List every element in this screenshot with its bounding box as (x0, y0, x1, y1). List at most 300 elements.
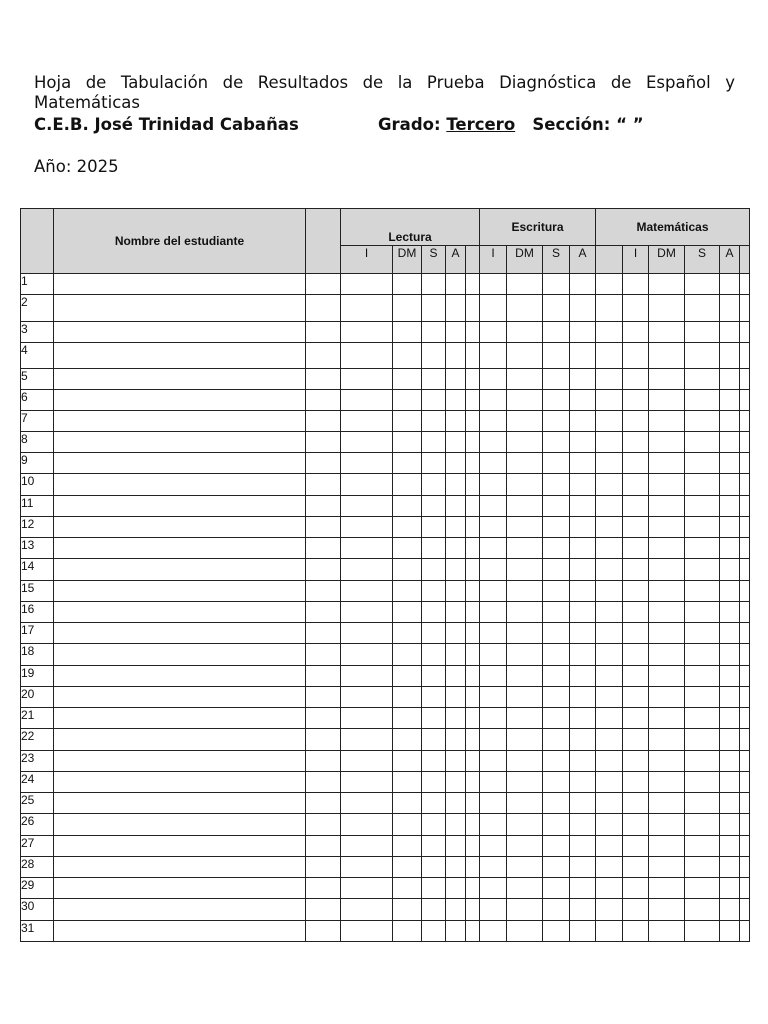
score-cell[interactable] (393, 666, 422, 687)
score-cell[interactable] (596, 708, 623, 729)
score-cell[interactable] (596, 369, 623, 390)
score-cell[interactable] (422, 921, 446, 942)
score-cell[interactable] (466, 343, 480, 369)
score-cell[interactable] (480, 517, 507, 538)
score-cell[interactable] (623, 559, 649, 581)
score-cell[interactable] (507, 899, 543, 921)
score-cell[interactable] (446, 496, 466, 517)
score-cell[interactable] (466, 644, 480, 666)
score-cell[interactable] (740, 538, 750, 559)
score-cell[interactable] (480, 708, 507, 729)
score-cell[interactable] (422, 708, 446, 729)
score-cell[interactable] (623, 343, 649, 369)
score-cell[interactable] (623, 390, 649, 411)
score-cell[interactable] (649, 274, 685, 295)
score-cell[interactable] (480, 559, 507, 581)
score-cell[interactable] (740, 602, 750, 623)
score-cell[interactable] (341, 496, 393, 517)
score-cell[interactable] (480, 857, 507, 878)
score-cell[interactable] (623, 602, 649, 623)
score-cell[interactable] (570, 343, 596, 369)
score-cell[interactable] (543, 878, 570, 899)
score-cell[interactable] (446, 538, 466, 559)
score-cell[interactable] (623, 411, 649, 432)
score-cell[interactable] (480, 581, 507, 602)
score-cell[interactable] (685, 857, 720, 878)
score-cell[interactable] (685, 390, 720, 411)
score-cell[interactable] (649, 708, 685, 729)
score-cell[interactable] (466, 432, 480, 453)
score-cell[interactable] (480, 729, 507, 751)
score-cell[interactable] (570, 474, 596, 496)
score-cell[interactable] (623, 274, 649, 295)
score-cell[interactable] (466, 369, 480, 390)
student-name-cell[interactable] (54, 793, 306, 814)
score-cell[interactable] (507, 581, 543, 602)
score-cell[interactable] (685, 708, 720, 729)
score-cell[interactable] (543, 921, 570, 942)
score-cell[interactable] (740, 369, 750, 390)
score-cell[interactable] (570, 322, 596, 343)
score-cell[interactable] (740, 899, 750, 921)
score-cell[interactable] (596, 921, 623, 942)
score-cell[interactable] (480, 836, 507, 857)
score-cell[interactable] (570, 814, 596, 836)
score-cell[interactable] (446, 559, 466, 581)
score-cell[interactable] (720, 517, 740, 538)
score-cell[interactable] (543, 474, 570, 496)
score-cell[interactable] (596, 322, 623, 343)
score-cell[interactable] (466, 411, 480, 432)
score-cell[interactable] (466, 496, 480, 517)
score-cell[interactable] (446, 708, 466, 729)
score-cell[interactable] (685, 453, 720, 474)
score-cell[interactable] (422, 369, 446, 390)
score-cell[interactable] (740, 496, 750, 517)
score-cell[interactable] (393, 814, 422, 836)
student-name-cell[interactable] (54, 857, 306, 878)
score-cell[interactable] (341, 623, 393, 644)
score-cell[interactable] (623, 793, 649, 814)
score-cell[interactable] (570, 602, 596, 623)
score-cell[interactable] (306, 322, 341, 343)
score-cell[interactable] (393, 322, 422, 343)
score-cell[interactable] (543, 623, 570, 644)
score-cell[interactable] (543, 390, 570, 411)
score-cell[interactable] (740, 836, 750, 857)
score-cell[interactable] (393, 517, 422, 538)
score-cell[interactable] (480, 602, 507, 623)
score-cell[interactable] (685, 295, 720, 322)
score-cell[interactable] (543, 772, 570, 793)
score-cell[interactable] (306, 836, 341, 857)
score-cell[interactable] (341, 295, 393, 322)
score-cell[interactable] (720, 708, 740, 729)
score-cell[interactable] (596, 644, 623, 666)
score-cell[interactable] (720, 666, 740, 687)
score-cell[interactable] (446, 343, 466, 369)
student-name-cell[interactable] (54, 581, 306, 602)
score-cell[interactable] (466, 921, 480, 942)
score-cell[interactable] (720, 729, 740, 751)
student-name-cell[interactable] (54, 432, 306, 453)
score-cell[interactable] (306, 474, 341, 496)
score-cell[interactable] (341, 390, 393, 411)
score-cell[interactable] (596, 814, 623, 836)
score-cell[interactable] (720, 602, 740, 623)
student-name-cell[interactable] (54, 274, 306, 295)
score-cell[interactable] (720, 687, 740, 708)
score-cell[interactable] (466, 793, 480, 814)
score-cell[interactable] (466, 295, 480, 322)
score-cell[interactable] (446, 295, 466, 322)
score-cell[interactable] (570, 836, 596, 857)
score-cell[interactable] (720, 432, 740, 453)
score-cell[interactable] (623, 878, 649, 899)
score-cell[interactable] (466, 878, 480, 899)
score-cell[interactable] (466, 581, 480, 602)
score-cell[interactable] (543, 814, 570, 836)
score-cell[interactable] (393, 857, 422, 878)
score-cell[interactable] (306, 921, 341, 942)
score-cell[interactable] (685, 666, 720, 687)
score-cell[interactable] (720, 369, 740, 390)
score-cell[interactable] (341, 687, 393, 708)
score-cell[interactable] (306, 453, 341, 474)
student-name-cell[interactable] (54, 836, 306, 857)
score-cell[interactable] (740, 729, 750, 751)
score-cell[interactable] (623, 921, 649, 942)
score-cell[interactable] (623, 432, 649, 453)
score-cell[interactable] (649, 538, 685, 559)
score-cell[interactable] (393, 836, 422, 857)
score-cell[interactable] (649, 814, 685, 836)
score-cell[interactable] (649, 411, 685, 432)
score-cell[interactable] (446, 729, 466, 751)
student-name-cell[interactable] (54, 474, 306, 496)
score-cell[interactable] (685, 921, 720, 942)
score-cell[interactable] (685, 369, 720, 390)
score-cell[interactable] (393, 559, 422, 581)
score-cell[interactable] (649, 369, 685, 390)
score-cell[interactable] (306, 432, 341, 453)
score-cell[interactable] (570, 453, 596, 474)
score-cell[interactable] (480, 369, 507, 390)
score-cell[interactable] (393, 772, 422, 793)
score-cell[interactable] (649, 687, 685, 708)
score-cell[interactable] (341, 772, 393, 793)
score-cell[interactable] (649, 644, 685, 666)
score-cell[interactable] (341, 538, 393, 559)
score-cell[interactable] (649, 295, 685, 322)
score-cell[interactable] (422, 538, 446, 559)
score-cell[interactable] (649, 432, 685, 453)
score-cell[interactable] (543, 274, 570, 295)
score-cell[interactable] (393, 793, 422, 814)
score-cell[interactable] (480, 496, 507, 517)
score-cell[interactable] (720, 899, 740, 921)
student-name-cell[interactable] (54, 772, 306, 793)
score-cell[interactable] (341, 581, 393, 602)
score-cell[interactable] (393, 921, 422, 942)
score-cell[interactable] (422, 793, 446, 814)
score-cell[interactable] (623, 708, 649, 729)
score-cell[interactable] (466, 390, 480, 411)
score-cell[interactable] (740, 708, 750, 729)
score-cell[interactable] (341, 517, 393, 538)
score-cell[interactable] (466, 687, 480, 708)
score-cell[interactable] (543, 322, 570, 343)
score-cell[interactable] (685, 474, 720, 496)
score-cell[interactable] (596, 453, 623, 474)
score-cell[interactable] (740, 772, 750, 793)
score-cell[interactable] (570, 772, 596, 793)
score-cell[interactable] (446, 921, 466, 942)
score-cell[interactable] (596, 474, 623, 496)
student-name-cell[interactable] (54, 921, 306, 942)
score-cell[interactable] (720, 538, 740, 559)
score-cell[interactable] (720, 814, 740, 836)
score-cell[interactable] (306, 559, 341, 581)
score-cell[interactable] (507, 411, 543, 432)
score-cell[interactable] (649, 899, 685, 921)
student-name-cell[interactable] (54, 708, 306, 729)
score-cell[interactable] (623, 581, 649, 602)
score-cell[interactable] (341, 453, 393, 474)
score-cell[interactable] (649, 921, 685, 942)
score-cell[interactable] (570, 878, 596, 899)
score-cell[interactable] (393, 751, 422, 772)
score-cell[interactable] (446, 666, 466, 687)
score-cell[interactable] (685, 878, 720, 899)
score-cell[interactable] (570, 666, 596, 687)
score-cell[interactable] (507, 343, 543, 369)
score-cell[interactable] (306, 390, 341, 411)
student-name-cell[interactable] (54, 295, 306, 322)
score-cell[interactable] (720, 411, 740, 432)
score-cell[interactable] (341, 369, 393, 390)
score-cell[interactable] (596, 687, 623, 708)
score-cell[interactable] (570, 751, 596, 772)
score-cell[interactable] (649, 602, 685, 623)
score-cell[interactable] (341, 708, 393, 729)
score-cell[interactable] (393, 295, 422, 322)
score-cell[interactable] (543, 411, 570, 432)
score-cell[interactable] (466, 666, 480, 687)
score-cell[interactable] (422, 474, 446, 496)
score-cell[interactable] (507, 453, 543, 474)
score-cell[interactable] (422, 453, 446, 474)
score-cell[interactable] (507, 687, 543, 708)
score-cell[interactable] (466, 517, 480, 538)
score-cell[interactable] (740, 814, 750, 836)
score-cell[interactable] (466, 814, 480, 836)
score-cell[interactable] (570, 496, 596, 517)
score-cell[interactable] (570, 644, 596, 666)
score-cell[interactable] (623, 644, 649, 666)
score-cell[interactable] (422, 687, 446, 708)
score-cell[interactable] (649, 857, 685, 878)
score-cell[interactable] (466, 836, 480, 857)
score-cell[interactable] (480, 623, 507, 644)
score-cell[interactable] (740, 793, 750, 814)
score-cell[interactable] (507, 295, 543, 322)
score-cell[interactable] (623, 666, 649, 687)
score-cell[interactable] (649, 453, 685, 474)
score-cell[interactable] (649, 390, 685, 411)
score-cell[interactable] (306, 729, 341, 751)
score-cell[interactable] (740, 517, 750, 538)
score-cell[interactable] (685, 559, 720, 581)
score-cell[interactable] (341, 666, 393, 687)
score-cell[interactable] (720, 581, 740, 602)
score-cell[interactable] (596, 295, 623, 322)
score-cell[interactable] (543, 836, 570, 857)
score-cell[interactable] (623, 814, 649, 836)
score-cell[interactable] (623, 517, 649, 538)
score-cell[interactable] (422, 751, 446, 772)
score-cell[interactable] (422, 899, 446, 921)
score-cell[interactable] (446, 602, 466, 623)
score-cell[interactable] (649, 496, 685, 517)
score-cell[interactable] (740, 343, 750, 369)
score-cell[interactable] (570, 581, 596, 602)
score-cell[interactable] (422, 772, 446, 793)
score-cell[interactable] (480, 474, 507, 496)
score-cell[interactable] (393, 538, 422, 559)
score-cell[interactable] (720, 878, 740, 899)
score-cell[interactable] (306, 517, 341, 538)
score-cell[interactable] (480, 687, 507, 708)
score-cell[interactable] (543, 751, 570, 772)
score-cell[interactable] (341, 322, 393, 343)
score-cell[interactable] (543, 729, 570, 751)
score-cell[interactable] (740, 687, 750, 708)
score-cell[interactable] (480, 921, 507, 942)
score-cell[interactable] (623, 857, 649, 878)
score-cell[interactable] (480, 274, 507, 295)
score-cell[interactable] (446, 517, 466, 538)
score-cell[interactable] (446, 369, 466, 390)
student-name-cell[interactable] (54, 322, 306, 343)
score-cell[interactable] (393, 432, 422, 453)
score-cell[interactable] (480, 453, 507, 474)
score-cell[interactable] (543, 559, 570, 581)
score-cell[interactable] (543, 496, 570, 517)
score-cell[interactable] (422, 836, 446, 857)
score-cell[interactable] (393, 411, 422, 432)
score-cell[interactable] (393, 274, 422, 295)
score-cell[interactable] (623, 836, 649, 857)
score-cell[interactable] (341, 878, 393, 899)
score-cell[interactable] (543, 857, 570, 878)
score-cell[interactable] (306, 581, 341, 602)
score-cell[interactable] (570, 411, 596, 432)
score-cell[interactable] (685, 644, 720, 666)
score-cell[interactable] (685, 343, 720, 369)
score-cell[interactable] (466, 602, 480, 623)
score-cell[interactable] (422, 729, 446, 751)
student-name-cell[interactable] (54, 666, 306, 687)
score-cell[interactable] (480, 666, 507, 687)
score-cell[interactable] (446, 581, 466, 602)
score-cell[interactable] (740, 581, 750, 602)
score-cell[interactable] (507, 322, 543, 343)
score-cell[interactable] (649, 751, 685, 772)
score-cell[interactable] (446, 644, 466, 666)
score-cell[interactable] (507, 666, 543, 687)
score-cell[interactable] (570, 899, 596, 921)
score-cell[interactable] (446, 453, 466, 474)
score-cell[interactable] (507, 751, 543, 772)
score-cell[interactable] (306, 857, 341, 878)
score-cell[interactable] (649, 322, 685, 343)
score-cell[interactable] (306, 793, 341, 814)
score-cell[interactable] (596, 602, 623, 623)
score-cell[interactable] (720, 559, 740, 581)
score-cell[interactable] (740, 432, 750, 453)
score-cell[interactable] (446, 623, 466, 644)
score-cell[interactable] (570, 559, 596, 581)
score-cell[interactable] (341, 921, 393, 942)
score-cell[interactable] (596, 343, 623, 369)
score-cell[interactable] (685, 836, 720, 857)
score-cell[interactable] (466, 538, 480, 559)
score-cell[interactable] (685, 411, 720, 432)
score-cell[interactable] (596, 517, 623, 538)
score-cell[interactable] (649, 343, 685, 369)
score-cell[interactable] (720, 343, 740, 369)
score-cell[interactable] (446, 322, 466, 343)
score-cell[interactable] (623, 729, 649, 751)
score-cell[interactable] (393, 729, 422, 751)
score-cell[interactable] (422, 814, 446, 836)
student-name-cell[interactable] (54, 687, 306, 708)
score-cell[interactable] (685, 517, 720, 538)
score-cell[interactable] (623, 322, 649, 343)
score-cell[interactable] (480, 899, 507, 921)
score-cell[interactable] (740, 921, 750, 942)
score-cell[interactable] (720, 322, 740, 343)
score-cell[interactable] (507, 517, 543, 538)
score-cell[interactable] (720, 623, 740, 644)
score-cell[interactable] (720, 857, 740, 878)
score-cell[interactable] (740, 322, 750, 343)
score-cell[interactable] (570, 793, 596, 814)
student-name-cell[interactable] (54, 899, 306, 921)
score-cell[interactable] (543, 666, 570, 687)
score-cell[interactable] (720, 793, 740, 814)
score-cell[interactable] (306, 708, 341, 729)
student-name-cell[interactable] (54, 602, 306, 623)
score-cell[interactable] (466, 772, 480, 793)
student-name-cell[interactable] (54, 751, 306, 772)
score-cell[interactable] (740, 411, 750, 432)
score-cell[interactable] (623, 369, 649, 390)
score-cell[interactable] (422, 343, 446, 369)
score-cell[interactable] (740, 295, 750, 322)
score-cell[interactable] (740, 559, 750, 581)
score-cell[interactable] (393, 644, 422, 666)
student-name-cell[interactable] (54, 517, 306, 538)
score-cell[interactable] (446, 772, 466, 793)
score-cell[interactable] (422, 390, 446, 411)
score-cell[interactable] (422, 432, 446, 453)
score-cell[interactable] (596, 411, 623, 432)
score-cell[interactable] (685, 602, 720, 623)
score-cell[interactable] (466, 708, 480, 729)
score-cell[interactable] (480, 390, 507, 411)
